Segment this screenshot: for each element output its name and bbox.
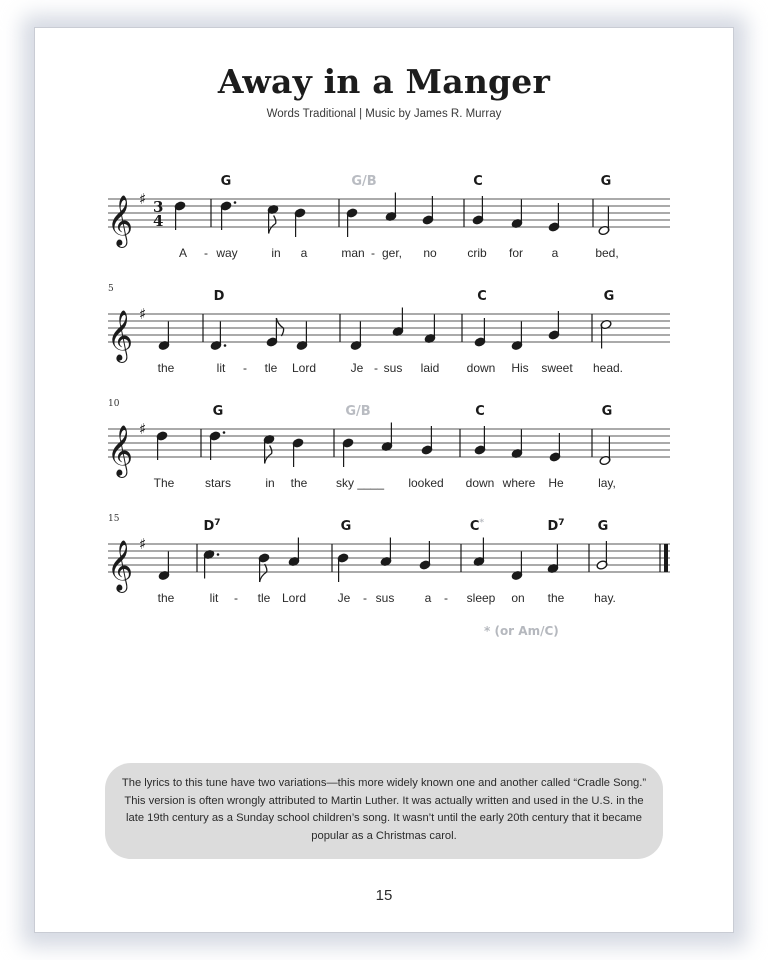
lyric-syllable: where — [502, 476, 536, 490]
treble-clef-icon: 𝄞 — [107, 310, 134, 361]
chord-superscript: * — [479, 518, 485, 528]
chord-symbol: C* — [469, 518, 485, 534]
note — [385, 193, 397, 222]
eighth-flag — [265, 446, 272, 464]
note — [547, 545, 559, 574]
lyric-syllable: lit — [216, 361, 226, 375]
note — [292, 438, 304, 467]
chord-footnote: * (or Am/C) — [484, 624, 559, 638]
page-number: 15 — [375, 887, 393, 904]
eighth-flag — [269, 216, 276, 234]
sharp-key-signature-icon: ♯ — [139, 420, 147, 438]
chord-symbol: G/B — [351, 174, 377, 189]
chord-symbol: G — [220, 174, 232, 189]
treble-clef-icon: 𝄞 — [107, 540, 134, 591]
chord-symbol: $D^7$ — [547, 518, 565, 534]
lyric-syllable: sus — [383, 361, 403, 375]
chord-superscript: 7 — [214, 518, 221, 528]
note — [266, 318, 284, 347]
eighth-flag — [260, 564, 267, 582]
chord-symbol: G — [601, 404, 613, 419]
note — [474, 318, 486, 347]
note — [209, 431, 225, 460]
lyric-syllable: hay. — [594, 591, 616, 605]
chord-symbol: G — [597, 519, 609, 534]
augmentation-dot — [224, 344, 227, 347]
lyric-syllable: man — [341, 246, 365, 260]
history-note-box — [105, 763, 663, 859]
note — [158, 552, 170, 581]
note — [511, 430, 523, 459]
lyric-syllable: for — [508, 246, 524, 260]
lyric-syllable: lay, — [598, 476, 616, 490]
lyric-syllable: down — [465, 476, 495, 490]
chord-symbol: C — [475, 404, 485, 419]
lyric-syllable: His — [511, 361, 529, 375]
lyric-syllable: in — [271, 246, 281, 260]
lyric-syllable: a — [551, 246, 559, 260]
lyric-syllable: way — [216, 246, 238, 260]
final-barline-thick — [664, 544, 668, 572]
lyric-syllable: laid — [420, 361, 440, 375]
lyric-syllable: - — [243, 361, 247, 375]
note — [600, 319, 612, 348]
lyric-syllable: - — [204, 246, 208, 260]
note — [174, 201, 186, 230]
lyric-syllable: The — [153, 476, 175, 490]
lyric-syllable: Je — [350, 361, 364, 375]
lyric-syllable: ger, — [381, 246, 403, 260]
lyric-syllable: sleep — [466, 591, 496, 605]
time-signature-bottom: 4 — [153, 212, 164, 230]
note — [599, 437, 611, 466]
lyric-syllable: the — [290, 476, 308, 490]
lyric-syllable: tle — [264, 361, 278, 375]
treble-clef-icon: 𝄞 — [107, 425, 134, 476]
chord-symbol: G/B — [345, 404, 371, 419]
measure-number: 5 — [108, 284, 114, 294]
chord-symbol: G — [600, 174, 612, 189]
lyric-syllable: the — [157, 591, 175, 605]
lyric-syllable: crib — [467, 246, 487, 260]
lyric-syllable: down — [466, 361, 496, 375]
chord-symbol: C — [477, 289, 487, 304]
sharp-key-signature-icon: ♯ — [139, 535, 147, 553]
note — [419, 541, 431, 570]
staff-system — [107, 399, 670, 490]
note — [548, 203, 560, 232]
note — [156, 431, 168, 460]
lyric-syllable: sweet — [541, 361, 573, 375]
lyric-syllable: - — [374, 361, 378, 375]
augmentation-dot — [234, 201, 237, 204]
lyric-syllable: Je — [337, 591, 351, 605]
note — [337, 553, 349, 582]
note — [511, 552, 523, 581]
note — [380, 538, 392, 567]
chord-symbol: C — [473, 174, 483, 189]
lyric-syllable: sus — [375, 591, 395, 605]
note — [474, 426, 486, 455]
lyric-syllable: bed, — [595, 246, 619, 260]
treble-clef-icon: 𝄞 — [107, 195, 134, 246]
augmentation-dot — [217, 553, 220, 556]
history-note-text: The lyrics to this tune have two variations—this more widely known one and another called “Cradle Song.” This version is often wrongly attributed to Martin Luther. It was actually written and used in the U.S. in the late 19th century as a Sunday school children’s song. It wasn’t until the early 20th century that it became popular as a Christmas carol. — [121, 777, 647, 842]
lyric-syllable: in — [265, 476, 275, 490]
lyric-syllable: Lord — [291, 361, 317, 375]
note — [294, 208, 306, 237]
note — [548, 311, 560, 340]
lyric-syllable: - — [444, 591, 448, 605]
song-credits: Words Traditional | Music by James R. Murray — [266, 108, 502, 120]
lyric-syllable: tle — [257, 591, 271, 605]
chord-symbol: $D^7$ — [203, 518, 221, 534]
lyric-syllable: stars — [204, 476, 232, 490]
note — [210, 322, 226, 351]
note — [392, 308, 404, 337]
song-title: Away in a Manger — [217, 62, 551, 101]
note — [267, 204, 279, 233]
lyric-syllable: no — [423, 246, 437, 260]
measure-number: 15 — [108, 514, 120, 524]
note — [288, 538, 300, 567]
note — [158, 322, 170, 351]
lyric-syllable: the — [547, 591, 565, 605]
note — [549, 433, 561, 462]
lyric-syllable: A — [178, 246, 188, 260]
chord-symbol: G — [212, 404, 224, 419]
note — [511, 322, 523, 351]
note — [258, 553, 270, 582]
sharp-key-signature-icon: ♯ — [139, 190, 147, 208]
lyric-syllable: head. — [592, 361, 624, 375]
measure-number: 10 — [108, 399, 120, 409]
note — [596, 541, 608, 570]
note — [220, 201, 236, 230]
lyric-syllable: Lord — [281, 591, 307, 605]
note — [424, 315, 436, 344]
sharp-key-signature-icon: ♯ — [139, 305, 147, 323]
chord-superscript: 7 — [558, 518, 565, 528]
lyric-syllable: a — [300, 246, 308, 260]
chord-symbol: D — [213, 289, 225, 304]
note — [381, 423, 393, 452]
staff-system — [107, 514, 670, 605]
lyric-syllable: - — [371, 246, 375, 260]
staff-system — [107, 284, 670, 375]
note — [598, 207, 610, 236]
chord-symbol: G — [340, 519, 352, 534]
note — [342, 438, 354, 467]
note — [422, 196, 434, 225]
lyric-syllable: a — [424, 591, 432, 605]
lyric-syllable: lit — [209, 591, 219, 605]
note — [511, 200, 523, 229]
staff-system — [107, 174, 670, 260]
lyric-syllable: - — [363, 591, 367, 605]
augmentation-dot — [223, 431, 226, 434]
note — [263, 434, 275, 463]
note — [350, 322, 362, 351]
lyric-syllable: the — [157, 361, 175, 375]
note — [472, 196, 484, 225]
lyric-syllable: sky ____ — [335, 476, 385, 490]
lyric-syllable: He — [548, 476, 564, 490]
note — [473, 538, 485, 567]
lyric-syllable: on — [511, 591, 525, 605]
note — [296, 322, 308, 351]
lyric-syllable: - — [234, 591, 238, 605]
chord-symbol: G — [603, 289, 615, 304]
lyric-syllable: looked — [408, 476, 444, 490]
note — [346, 208, 358, 237]
time-signature-top: 3 — [153, 198, 164, 216]
note — [421, 426, 433, 455]
note — [203, 549, 219, 578]
